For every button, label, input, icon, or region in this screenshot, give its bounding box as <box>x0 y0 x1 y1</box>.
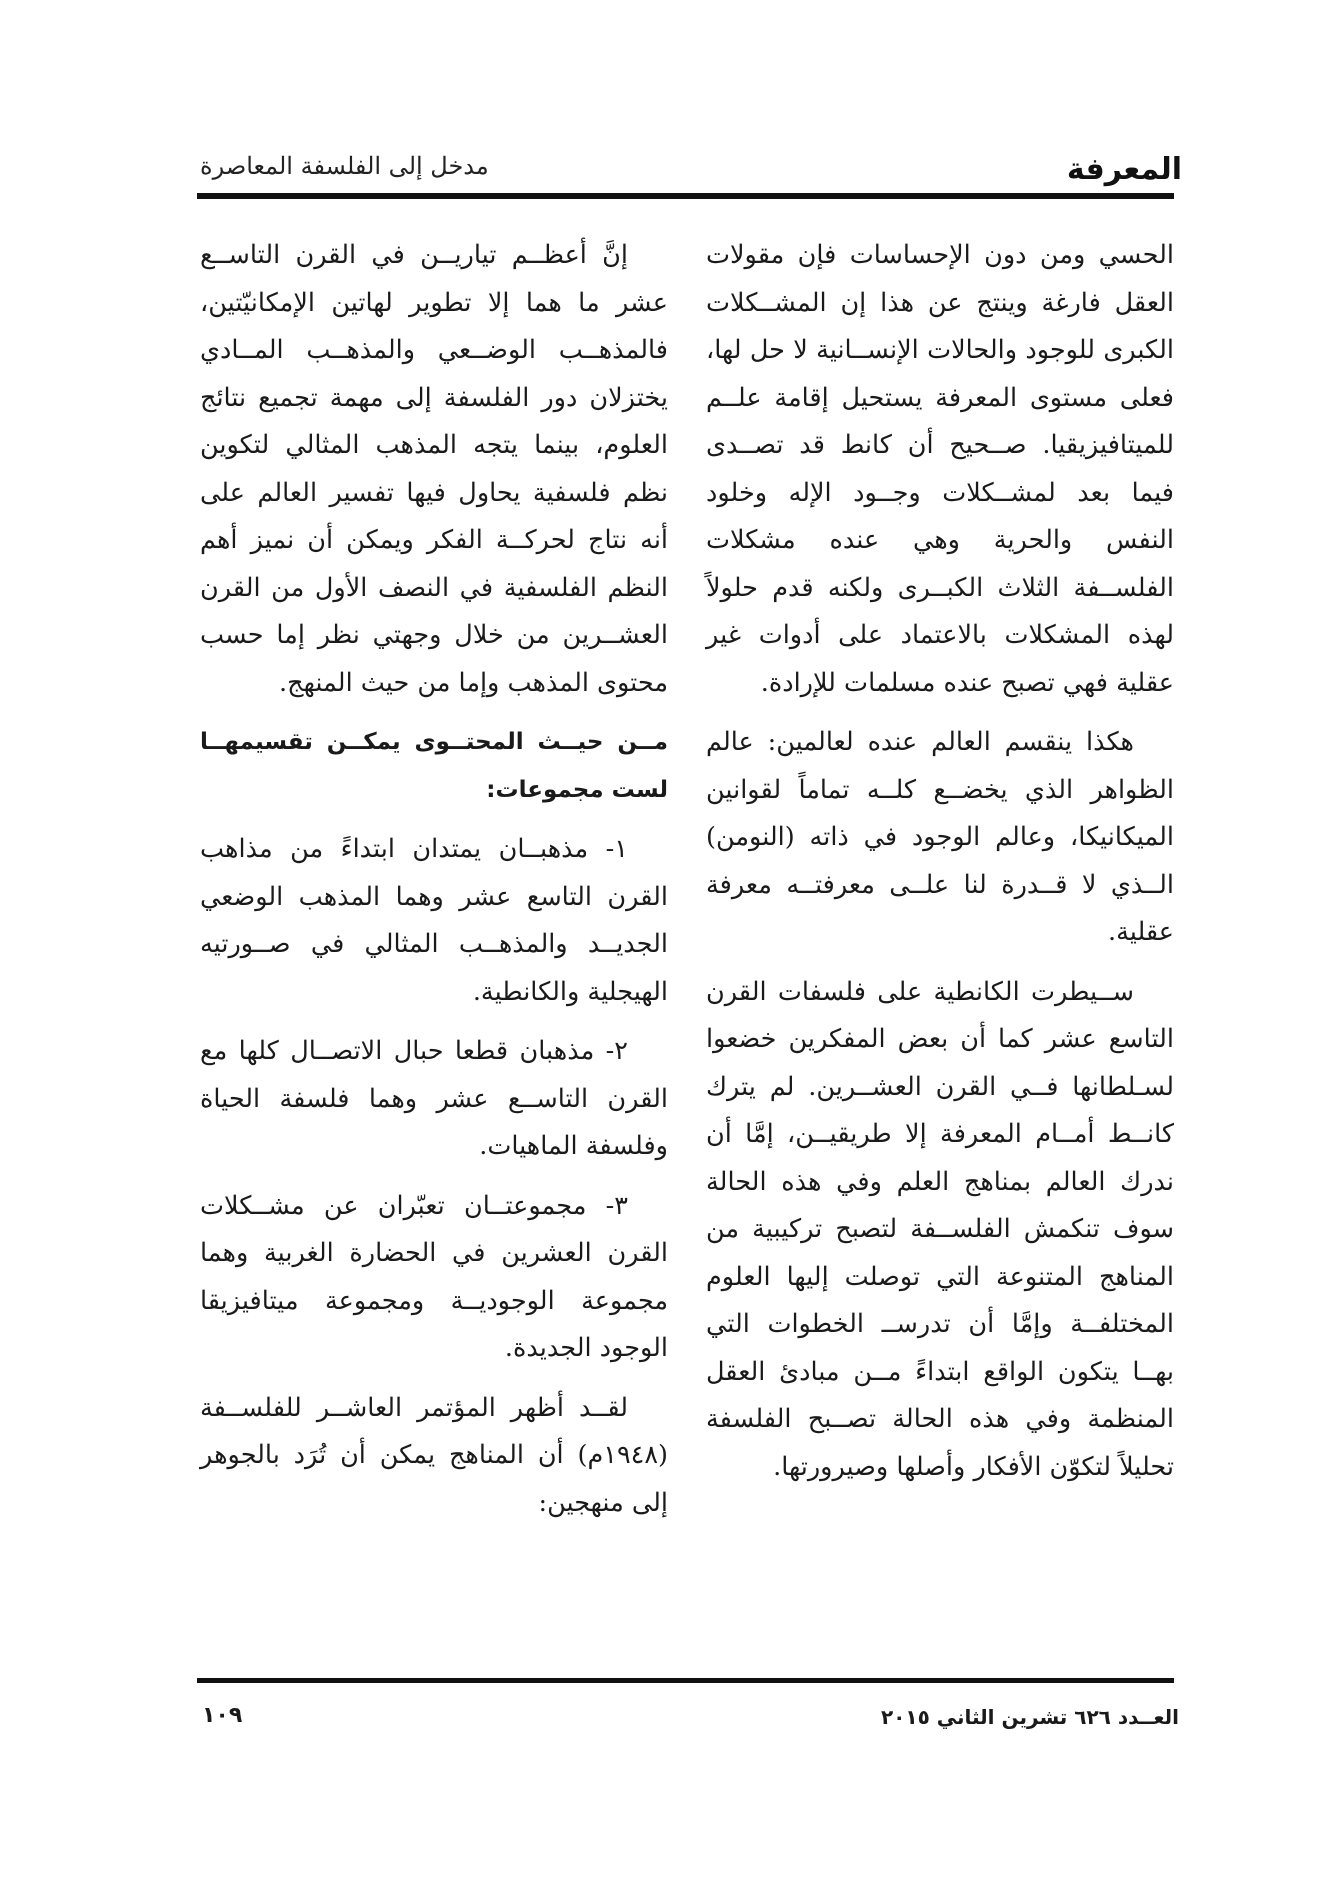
paragraph: لقــد أظهر المؤتمر العاشــر للفلســفة (١٩٤٨م) أن المناهج يمكن أن تُرَد بالجوهر إلى منهجين: <box>200 1392 668 1518</box>
list-item: ٣- مجموعتــان تعبّران عن مشــكلات القرن العشرين في الحضارة الغربية وهما مجموعة الوجوديــة ومجموعة ميتافيزيقا الوجود الجديدة. <box>200 1190 668 1363</box>
right-column <box>706 232 1174 1503</box>
paragraph: ســيطرت الكانطية على فلسفات القرن التاسع عشر كما أن بعض المفكرين خضعوا لسـلطانها فــي القرن العشــرين. لم يترك كانــط أمــام المعرفة إلا طريقيــن، إمَّا أن ندرك العالم بمناهج العلم وفي هذه الحالة سوف تنكمش الفلســفة لتصبح تركيبية من المناهج المتنوعة التي توصلت إليها العلوم المختلفــة وإمَّا أن تدرســ الخطوات التي بهــا يتكون الواقع ابتداءً مــن مبادئ العقل المنظمة وفي هذه الحالة تصــبح الفلسفة تحليلاً لتكوّن الأفكار وأصلها وصيرورتها. <box>706 976 1174 1482</box>
left-column <box>200 232 668 1539</box>
page-number: ١٠٩ <box>202 1703 243 1728</box>
paragraph: الحسي ومن دون الإحساسات فإن مقولات العقل فارغة وينتج عن هذا إن المشــكلات الكبرى للوجود والحالات الإنســانية لا حل لها، فعلى مستوى المعرفة يستحيل إقامة علــم للميتافيزيقيا. صــحيح أن كانط قد تصــدى فيما بعد لمشــكلات وجــود الإله وخلود النفس والحرية وهي عنده مشكلات الفلســفة الثلاث الكبــرى ولكنه قدم حلولاً لهذه المشكلات بالاعتماد على أدوات غير عقلية فهي تصبح عنده مسلمات للإرادة. <box>706 240 1174 698</box>
paragraph: هكذا ينقسم العالم عنده لعالمين: عالم الظواهر الذي يخضــع كلــه تماماً لقوانين الميكانيكا، وعالم الوجود في ذاته (النومن) الــذي لا قــدرة لنا علــى معرفتــه معرفة عقلية. <box>706 727 1174 947</box>
issue-info: العــدد ٦٢٦ تشرين الثاني ٢٠١٥ <box>880 1705 1179 1729</box>
magazine-logo: المعرفة <box>1066 152 1182 187</box>
list-item: ٢- مذهبان قطعا حبال الاتصــال كلها مع القرن التاســع عشر وهما فلسفة الحياة وفلسفة الماهيات. <box>200 1036 668 1161</box>
running-header-title: مدخل إلى الفلسفة المعاصرة <box>200 152 489 180</box>
header-rule <box>197 193 1174 199</box>
list-item: ١- مذهبــان يمتدان ابتداءً من مذاهب القرن التاسع عشر وهما المذهب الوضعي الجديــد والمذهــب المثالي في صــورتيه الهيجلية والكانطية. <box>200 834 668 1007</box>
section-subheading: مــن حيــث المحتــوى يمكــن تقسيمهــا لست مجموعات: <box>200 729 668 803</box>
paragraph: إنَّ أعظــم تياريــن في القرن التاســع عشر ما هما إلا تطوير لهاتين الإمكانيّتين، فالمذهــب الوضــعي والمذهــب المــادي يختزلان دور الفلسفة إلى مهمة تجميع نتائج العلوم، بينما يتجه المذهب المثالي لتكوين نظم فلسفية يحاول فيها تفسير العالم على أنه نتاج لحركــة الفكر ويمكن أن نميز أهم النظم الفلسفية في النصف الأول من القرن العشــرين من خلال وجهتي نظر إما حسب محتوى المذهب وإما من حيث المنهج. <box>200 240 668 698</box>
footer-rule <box>197 1678 1174 1683</box>
